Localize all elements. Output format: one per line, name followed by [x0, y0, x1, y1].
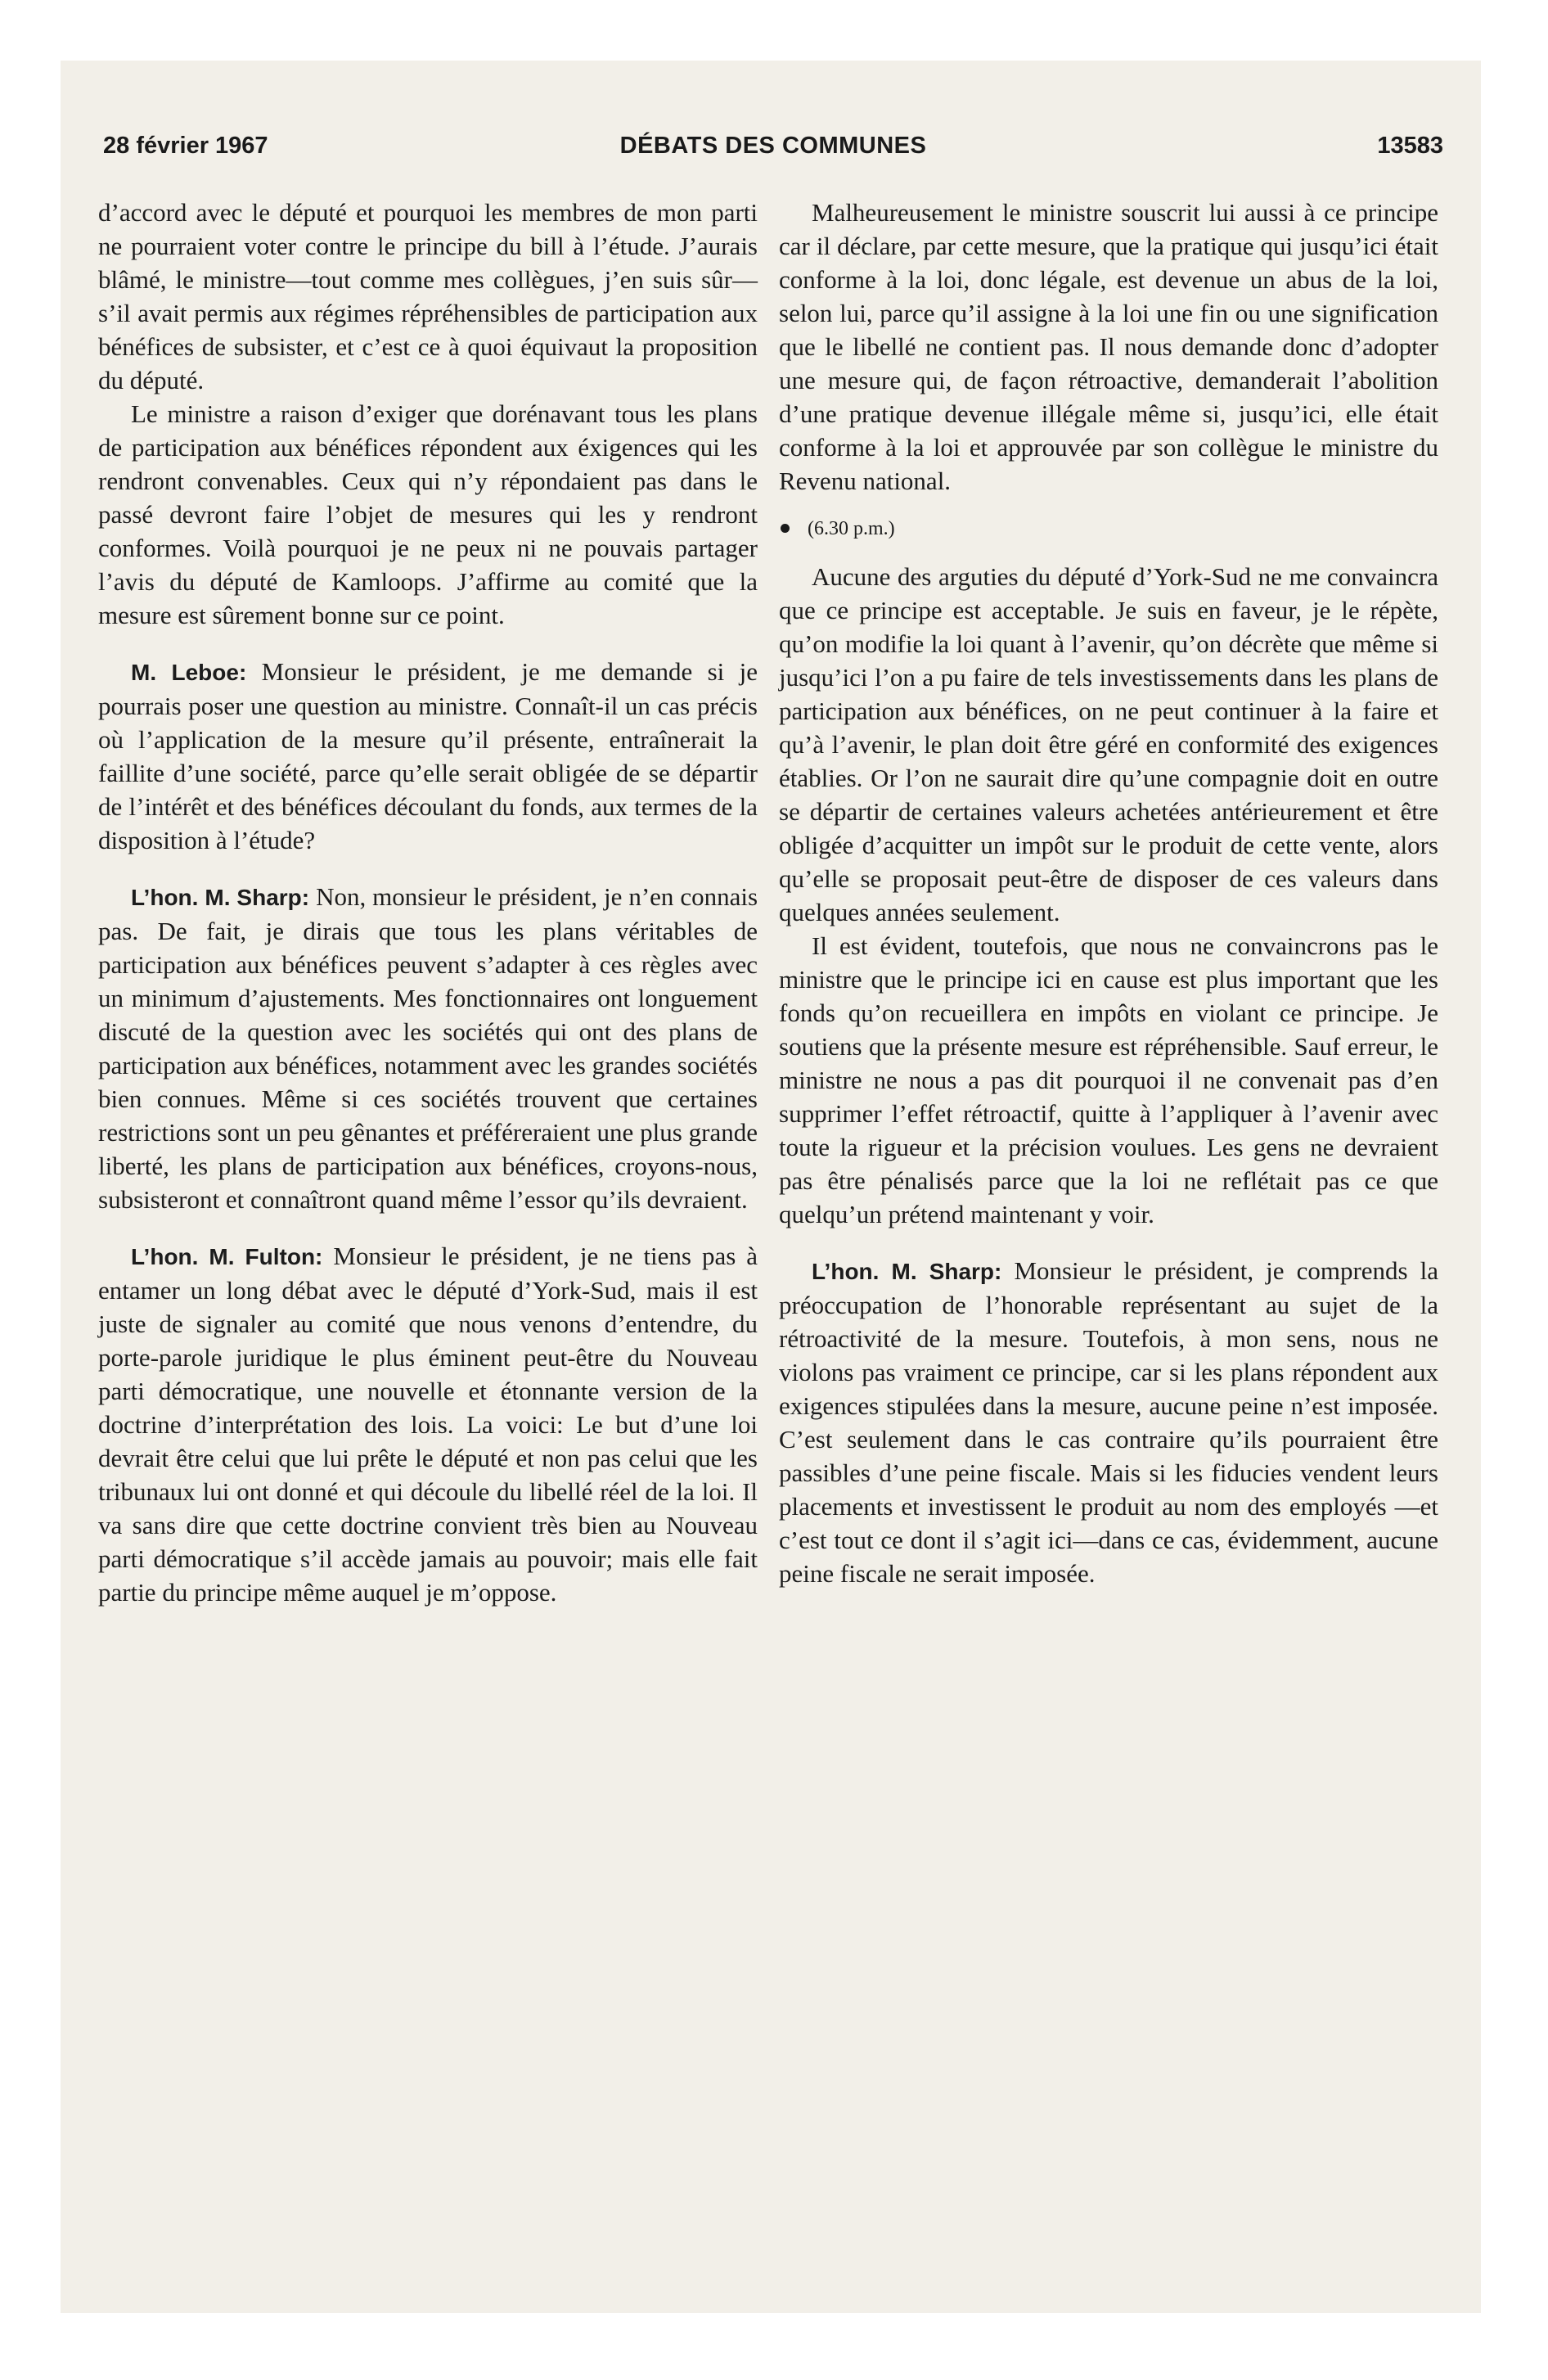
- right-paragraph-2: Aucune des arguties du député d’York-Sud ne me convaincra que ce principe est acceptable. Je suis en faveur, je le répète, qu’on modifie la loi quant à l’avenir, qu’on décrète que même si jusqu’ici l’on a pu faire de tels investissements dans les plans de participation aux bénéfices, on ne peut continuer à la faire et qu’à l’avenir, le plan doit être géré en conformité des exigences établies. Or l’on ne saurait dire qu’une compagnie doit en outre se départir de certaines valeurs achetées antérieurement et être obligée d’acquitter un impôt sur le produit de cette vente, alors qu’elle se proposait peut-être de disposer de ces valeurs dans quelques années seulement.: [779, 562, 1438, 926]
- header-page-number: 13583: [1377, 133, 1443, 159]
- running-header: [103, 133, 1443, 165]
- right-paragraph-3: Il est évident, toutefois, que nous ne convaincrons pas le ministre que le principe ici en cause est plus important que les fonds qu’on recueillera en impôts en violant ce principe. Je soutiens que la présente mesure est répréhensible. Sauf erreur, le ministre ne nous a pas dit pourquoi il ne convenait pas d’en supprimer l’effet rétroactif, quitte à l’appliquer à l’avenir avec toute la rigueur et la précision voulues. Les gens ne devraient pas être pénalisés parce que la loi ne reflétait pas ce que quelqu’un prétend maintenant y voir.: [779, 931, 1438, 1228]
- speaker-name-sharp-2: L’hon. M. Sharp:: [812, 1259, 1002, 1284]
- left-paragraph-1: d’accord avec le député et pourquoi les membres de mon parti ne pourraient voter contre le principe du bill à l’étude. J’aurais blâmé, le ministre—tout comme mes collègues, j’en suis sûr—s’il avait permis aux régimes répréhensibles de participation aux bénéfices de subsister, et c’est ce à quoi équivaut la proposition du député.: [98, 198, 758, 394]
- speech-leboe: [98, 655, 758, 857]
- time-marker: [779, 516, 1438, 542]
- right-paragraph-1: Malheureusement le ministre souscrit lui aussi à ce principe car il déclare, par cette mesure, que la pratique qui jusqu’ici était conforme à la loi, donc légale, est devenue un abus de la loi, selon lui, parce qu’il assigne à la loi une fin ou une signification que le libellé ne contient pas. Il nous demande donc d’adopter une mesure qui, de façon rétroactive, demanderait l’abolition d’une pratique devenue illégale même si, jusqu’ici, elle était conforme à la loi et approuvée par son collègue le ministre du Revenu national.: [779, 198, 1438, 495]
- speech-sharp-2: [779, 1254, 1438, 1590]
- speech-text-leboe: Monsieur le président, je me demande si je pourrais poser une question au ministre. Connaît-il un cas précis où l’application de la mesure qu’il présente, entraînerait la faillite d’une société, parce qu’elle serait obligée de se départir de l’intérêt et des bénéfices découlant du fonds, aux termes de la disposition à l’étude?: [98, 657, 758, 854]
- speech-sharp-1: [98, 880, 758, 1216]
- left-paragraph-2: Le ministre a raison d’exiger que dorénavant tous les plans de participation aux bénéfices répondent aux éxigences qui les rendront convenables. Ceux qui n’y répondaient pas dans le passé devront faire l’objet de mesures qui les y rendront conformes. Voilà pourquoi je ne peux ni ne pouvais partager l’avis du député de Kamloops. J’affirme au comité que la mesure est sûrement bonne sur ce point.: [98, 399, 758, 629]
- right-column: [779, 196, 1438, 1590]
- speaker-name-sharp-1: L’hon. M. Sharp:: [131, 885, 310, 910]
- left-column: [98, 196, 758, 1609]
- header-title: DÉBATS DES COMMUNES: [619, 133, 927, 159]
- speech-text-sharp-1: Non, monsieur le président, je n’en connais pas. De fait, je dirais que tous les plans véritables de participation aux bénéfices peuvent s’adapter à ces règles avec un minimum d’ajustements. Mes fonctionnaires ont longuement discuté de la question avec les sociétés qui ont des plans de participation aux bénéfices, notamment avec les grandes sociétés bien connues. Même si ces sociétés trouvent que certaines restrictions sont un peu gênantes et préféreraient une plus grande liberté, les plans de participation aux bénéfices, croyons-nous, subsisteront et connaîtront quand même l’essor qu’ils devraient.: [98, 882, 758, 1214]
- speech-text-fulton: Monsieur le président, je ne tiens pas à entamer un long débat avec le député d’York-Sud, mais il est juste de signaler au comité que nous venons d’entendre, du porte-parole juridique le plus éminent peut-être du Nouveau parti démocratique, une nouvelle et étonnante version de la doctrine d’interprétation des lois. La voici: Le but d’une loi devrait être celui que lui prête le député et non pas celui que les tribunaux lui ont donné et qui découle du libellé réel de la loi. Il va sans dire que cette doctrine convient très bien au Nouveau parti démocratique s’il accède jamais au pouvoir; mais elle fait partie du principe même auquel je m’oppose.: [98, 1242, 758, 1607]
- speech-text-sharp-2: Monsieur le président, je comprends la préoccupation de l’honorable représentant au sujet de la rétroactivité de la mesure. Toutefois, à mon sens, nous ne violons pas vraiment ce principe, car si les plans répondent aux exigences stipulées dans la mesure, aucune peine n’est imposée. C’est seulement dans le cas contraire qu’ils pourraient être passibles d’une peine fiscale. Mais si les fiducies vendent leurs placements et investissent le produit au nom des employés —et c’est tout ce dont il s’agit ici—dans ce cas, évidemment, aucune peine fiscale ne serait imposée.: [779, 1256, 1439, 1588]
- speaker-name-leboe: M. Leboe:: [131, 660, 247, 685]
- bullet-icon: [781, 524, 790, 533]
- time-marker-text: (6.30 p.m.): [808, 518, 895, 539]
- page-sheet: [61, 61, 1481, 2313]
- header-date: 28 février 1967: [103, 133, 268, 159]
- speech-fulton: [98, 1239, 758, 1609]
- speaker-name-fulton: L’hon. M. Fulton:: [131, 1244, 323, 1269]
